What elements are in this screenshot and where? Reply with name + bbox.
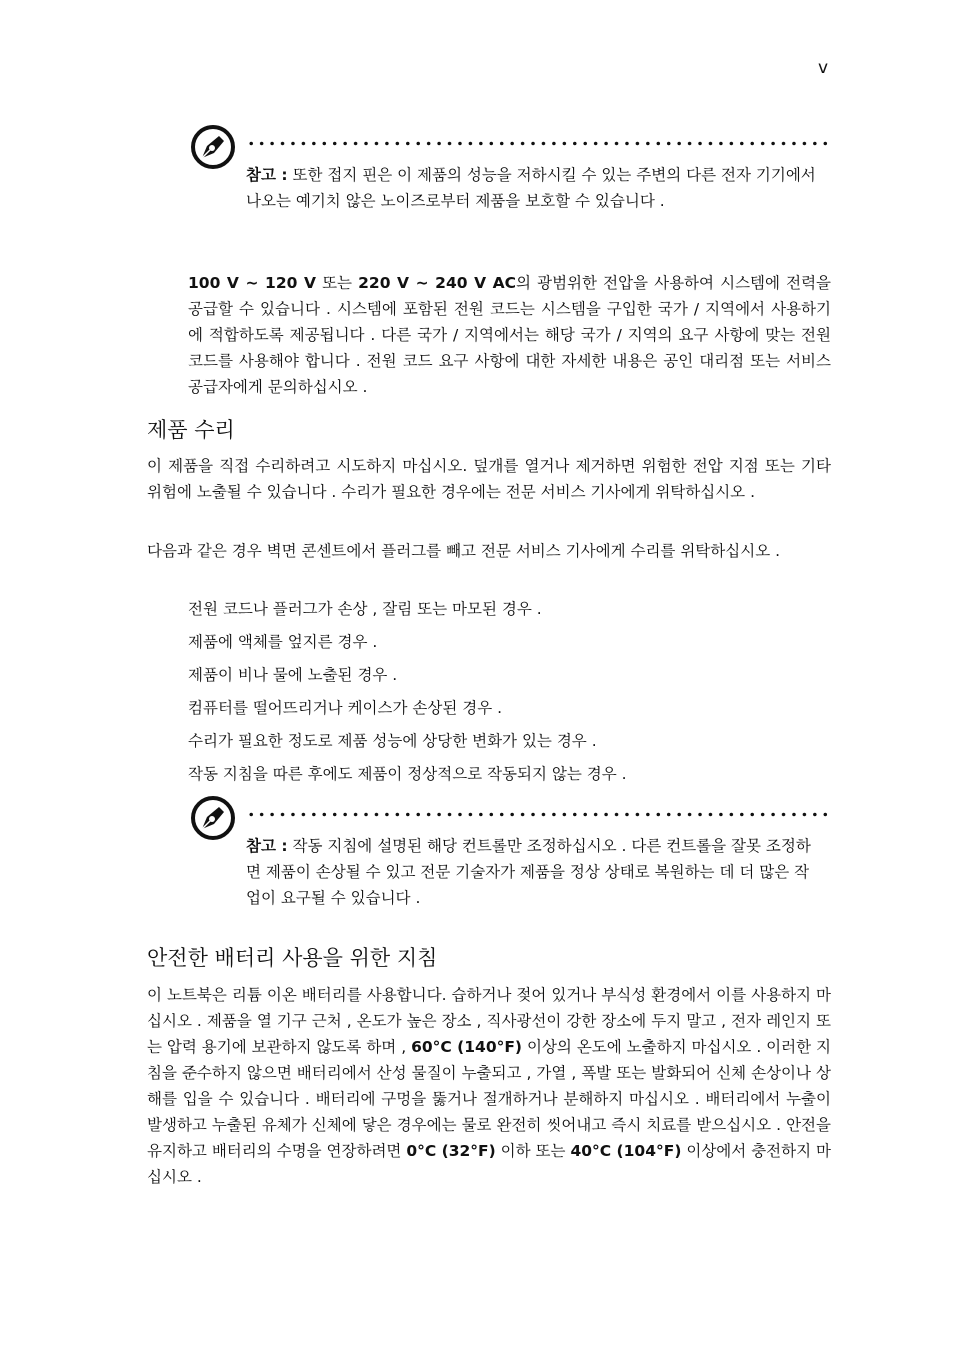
- battery-text-3: 이하 또는: [495, 1142, 571, 1160]
- voltage-range-high: 220 V ~ 240 V AC: [358, 274, 517, 292]
- list-item: 전원 코드나 플러그가 손상 , 잘림 또는 마모된 경우 .: [188, 600, 542, 618]
- list-item: 컴퓨터를 떨어뜨리거나 케이스가 손상된 경우 .: [188, 699, 503, 717]
- note-body: 또한 접지 핀은 이 제품의 성능을 저하시킬 수 있는 주변의 다른 전자 기기에서 나오는 예기치 않은 노이즈로부터 제품을 보호할 수 있습니다 .: [246, 166, 816, 210]
- battery-text-2: 이상의 온도에 노출하지 마십시오 . 이러한 지침을 준수하지 않으면 배터리에서 산성 물질이 누출되고 , 가열 , 폭발 또는 발화되어 신체 손상이나 상해를 입을 수 있습니다 . 배터리에 구멍을 뚫거나 절개하거나 분해하지 마십시오 . 배터리에서 누출이 발생하고 누출된 유체가 신체에 닿은 경우에는 물로 완전히 씻어내고 즉시 치료를 받으십시오 . 안전을 유지하고 배터리의 수명을 연장하려면: [147, 1038, 832, 1160]
- list-item: 수리가 필요한 정도로 제품 성능에 상당한 변화가 있는 경우 .: [188, 732, 597, 750]
- battery-paragraph: [147, 982, 831, 1190]
- voltage-range-low: 100 V ~ 120 V: [188, 274, 316, 292]
- repair-conditions-list: [188, 596, 627, 794]
- note-box-ground-pin: [190, 124, 835, 244]
- repair-paragraph-2: 다음과 같은 경우 벽면 콘센트에서 플러그를 빼고 전문 서비스 기사에게 수리를 위탁하십시오 .: [147, 542, 781, 560]
- voltage-text: 의 광범위한 전압을 사용하여 시스템에 전력을 공급할 수 있습니다 . 시스템에 포함된 전원 코드는 시스템을 구입한 국가 / 지역에서 사용하기에 적합하도록 제공됩니다 . 다른 국가 / 지역에서는 해당 국가 / 지역의 요구 사항에 맞는 전원 코드를 사용해야 합니다 . 전원 코드 요구 사항에 대한 자세한 내용은 공인 대리점 또는 서비스 공급자에게 문의하십시오 .: [188, 274, 832, 396]
- temperature-charge-min: 0°C (32°F): [406, 1142, 496, 1160]
- voltage-paragraph: [188, 270, 831, 400]
- list-item: 작동 지침을 따른 후에도 제품이 정상적으로 작동되지 않는 경우 .: [188, 765, 627, 783]
- pen-note-icon: [190, 795, 236, 841]
- section-heading-battery: 안전한 배터리 사용을 위한 지침: [147, 946, 438, 970]
- note-text: [246, 162, 821, 214]
- section-heading-repair: 제품 수리: [147, 418, 235, 442]
- pen-note-icon: [190, 124, 236, 170]
- temperature-charge-max: 40°C (104°F): [570, 1142, 682, 1160]
- temperature-high-limit: 60°C (140°F): [411, 1038, 523, 1056]
- voltage-or: 또는: [315, 274, 359, 292]
- note-text: [246, 833, 821, 911]
- battery-text-4: 이상에서 충전하지 마십시오 .: [147, 1142, 831, 1186]
- battery-text-1: 이 노트북은 리튬 이온 배터리를 사용합니다. 습하거나 젖어 있거나 부식성 환경에서 이를 사용하지 마십시오 . 제품을 열 기구 근처 , 온도가 높은 장소 , 직사광선이 강한 장소에 두지 말고 , 전자 레인지 또는 압력 용기에 보관하지 않도록 하며 ,: [147, 986, 831, 1056]
- list-item: 제품에 액체를 엎지른 경우 .: [188, 633, 378, 651]
- note-body: 작동 지침에 설명된 해당 컨트롤만 조정하십시오 . 다른 컨트롤을 잘못 조정하면 제품이 손상될 수 있고 전문 기술자가 제품을 정상 상태로 복원하는 데 더 많은 작업이 요구될 수 있습니다 .: [246, 837, 811, 907]
- note-label: 참고 :: [246, 166, 288, 184]
- dotted-separator: [246, 141, 830, 146]
- note-box-controls: [190, 795, 835, 915]
- page-number: v: [818, 58, 829, 78]
- list-item: 제품이 비나 물에 노출된 경우 .: [188, 666, 398, 684]
- note-label: 참고 :: [246, 837, 288, 855]
- dotted-separator: [246, 812, 830, 817]
- repair-paragraph-1: 이 제품을 직접 수리하려고 시도하지 마십시오. 덮개를 열거나 제거하면 위험한 전압 지점 또는 기타 위험에 노출될 수 있습니다 . 수리가 필요한 경우에는 전문 서비스 기사에게 위탁하십시오 .: [147, 457, 831, 501]
